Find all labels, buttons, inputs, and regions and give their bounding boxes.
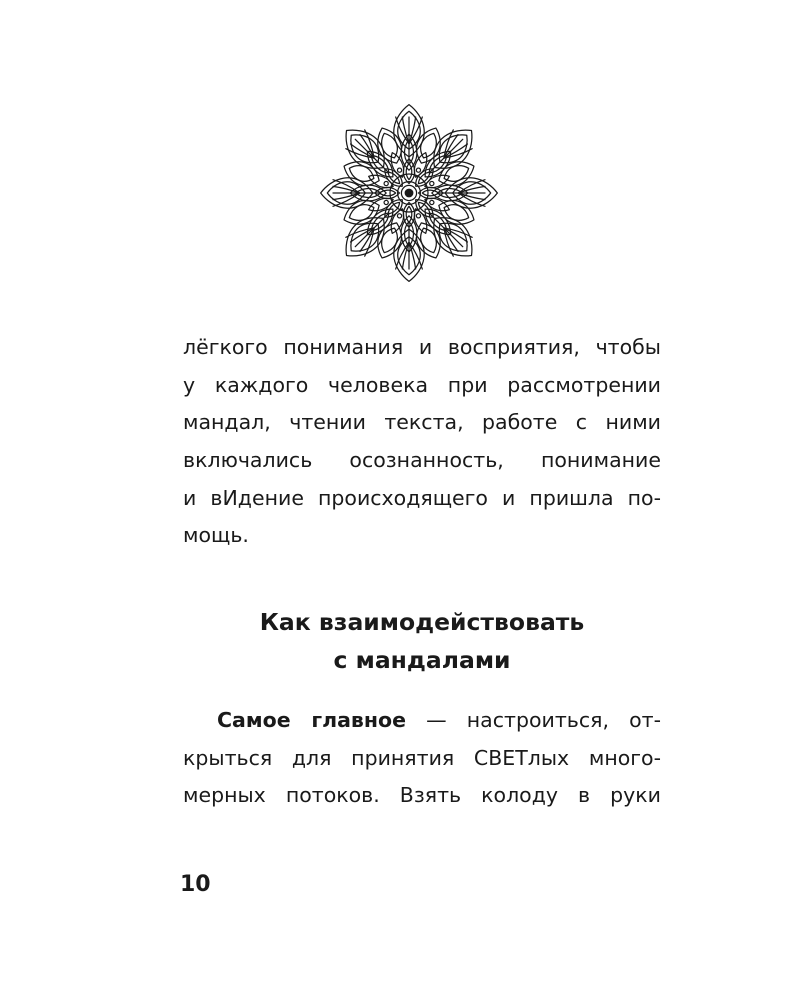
- bold-lead-text: Самое главное: [217, 708, 407, 732]
- dot: [429, 200, 434, 205]
- text-fragment: — настроиться, от-: [406, 708, 661, 732]
- heading-line-2: с мандалами: [333, 646, 511, 674]
- text-line: мощь.: [183, 523, 249, 548]
- page-number: 10: [180, 872, 211, 897]
- dot: [397, 167, 402, 172]
- inner-petal-inner: [406, 164, 412, 180]
- text-line: мандал, чтении текста, работе с ними: [183, 410, 661, 435]
- dot: [383, 181, 388, 186]
- text-line: и вИдение происходящего и пришла по-: [183, 485, 661, 510]
- text-line: лёгкого понимания и восприятия, чтобы: [183, 335, 661, 359]
- dot: [416, 167, 421, 172]
- body-paragraph-2: [183, 702, 661, 815]
- center-dot: [405, 189, 413, 197]
- inner-petal-inner: [406, 206, 412, 222]
- inner-petal-inner: [422, 190, 438, 196]
- section-heading: [183, 603, 661, 679]
- text-line: [183, 702, 661, 740]
- text-line: крыться для принятия СВЕТлых много-: [183, 745, 661, 770]
- text-line: мерных потоков. Взять колоду в руки: [183, 783, 661, 808]
- text-line: включались осознанность, понимание: [183, 448, 661, 473]
- dot: [397, 213, 402, 218]
- text-line: у каждого человека при рассмотрении: [183, 372, 661, 397]
- mandala-ornament-icon: [314, 98, 504, 288]
- heading-line-1: Как взаимодействовать: [259, 608, 585, 636]
- dot: [383, 200, 388, 205]
- dot: [429, 181, 434, 186]
- dot: [416, 213, 421, 218]
- inner-petal-inner: [380, 190, 396, 196]
- body-paragraph-1: [183, 329, 661, 555]
